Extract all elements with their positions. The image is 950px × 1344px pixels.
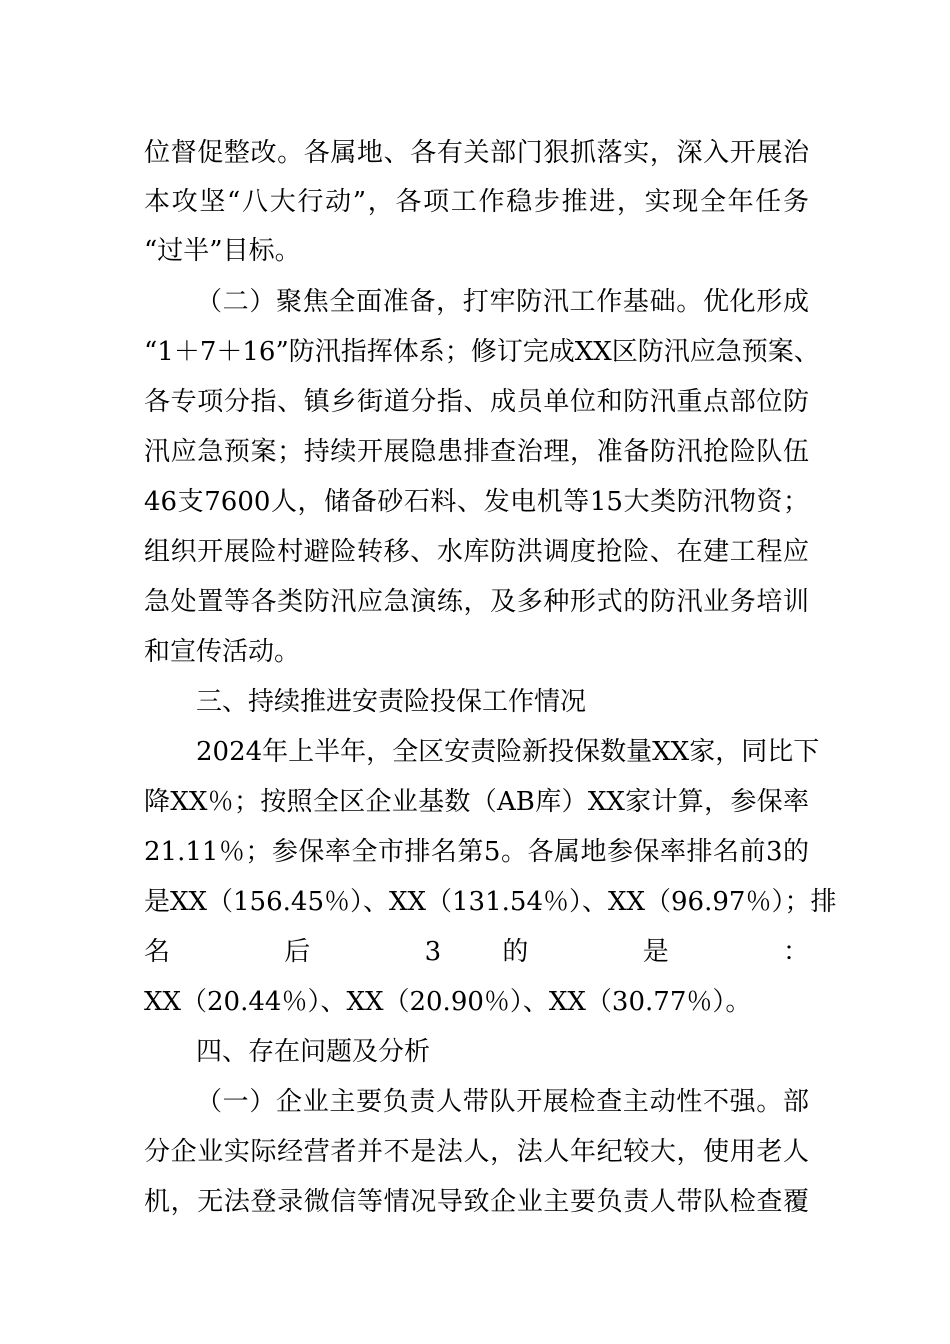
body-line: 46支7600人，储备砂石料、发电机等15大类防汛物资；: [144, 487, 809, 517]
body-line: 是XX（156.45％）、XX（131.54％）、XX（96.97％）；排: [144, 887, 837, 917]
body-line: 名 后 3 的 是 ：: [144, 937, 809, 967]
body-line: 组织开展险村避险转移、水库防洪调度抢险、在建工程应: [144, 537, 809, 567]
body-line: 汛应急预案；持续开展隐患排查治理，准备防汛抢险队伍: [144, 437, 809, 467]
body-line: 2024年上半年，全区安责险新投保数量XX家，同比下: [196, 737, 820, 767]
body-line: XX（20.44％）、XX（20.90％）、XX（30.77％）。: [144, 987, 752, 1017]
body-line: 分企业实际经营者并不是法人，法人年纪较大，使用老人: [144, 1137, 809, 1167]
body-line: 和宣传活动。: [144, 637, 301, 667]
body-line: “过半”目标。: [144, 236, 301, 266]
body-line: 各专项分指、镇乡街道分指、成员单位和防汛重点部位防: [144, 387, 809, 417]
body-line: 21.11％；参保率全市排名第5。各属地参保率排名前3的: [144, 837, 809, 867]
body-line: 本攻坚“八大行动”，各项工作稳步推进，实现全年任务: [144, 187, 809, 217]
body-line: 机，无法登录微信等情况导致企业主要负责人带队检查覆: [144, 1187, 809, 1217]
body-line: 急处置等各类防汛应急演练，及多种形式的防汛业务培训: [144, 587, 809, 617]
section-heading: （二）聚焦全面准备，打牢防汛工作基础。优化形成: [196, 287, 809, 317]
body-line: 位督促整改。各属地、各有关部门狠抓落实，深入开展治: [144, 138, 809, 168]
body-line: 降XX％；按照全区企业基数（AB库）XX家计算，参保率: [144, 787, 809, 817]
section-heading: 四、存在问题及分析: [196, 1037, 431, 1067]
body-line: “1＋7＋16”防汛指挥体系；修订完成XX区防汛应急预案、: [144, 337, 820, 367]
section-heading: 三、持续推进安责险投保工作情况: [196, 687, 587, 717]
section-heading: （一）企业主要负责人带队开展检查主动性不强。部: [196, 1087, 809, 1117]
